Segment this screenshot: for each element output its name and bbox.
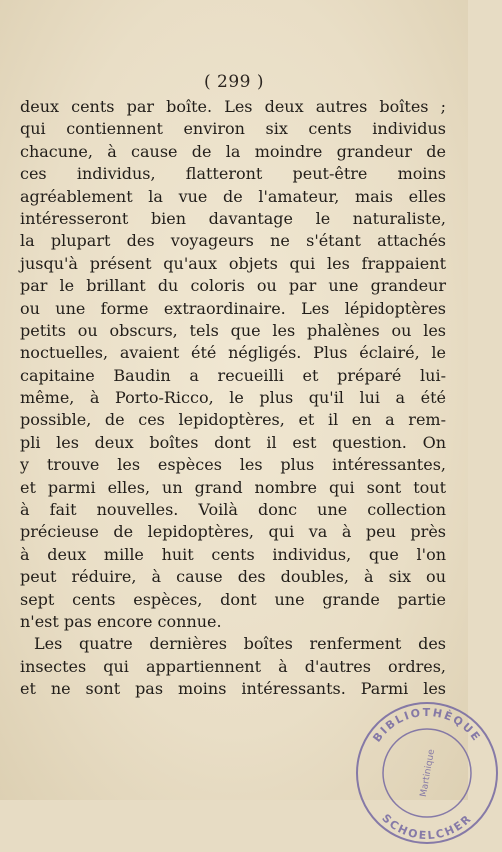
stamp-bottom-text: SCHOELCHER	[379, 811, 475, 843]
text-line: et ne sont pas moins intéressants. Parmi les	[20, 679, 446, 699]
text-line: y trouve les espèces les plus intéressantes,	[20, 455, 446, 475]
text-line: à fait nouvelles. Voilà donc une collection	[20, 500, 446, 520]
library-stamp	[352, 698, 502, 848]
svg-text:BIBLIOTHÈQUE	[370, 706, 483, 745]
text-line: sept cents espèces, dont une grande partie	[20, 589, 446, 609]
text-line: ces individus, flatteront peut-être moins	[20, 164, 446, 184]
library-stamp-seal	[352, 698, 502, 848]
text-line: Les quatre dernières boîtes renferment des	[34, 634, 446, 654]
text-line: qui contiennent environ six cents individus	[20, 119, 446, 139]
text-line: n'est pas encore connue.	[20, 611, 222, 631]
text-line: ou une forme extraordinaire. Les lépidoptères	[20, 298, 446, 318]
text-line: précieuse de lepidoptères, qui va à peu près	[20, 522, 446, 542]
text-line: jusqu'à présent qu'aux objets qui les frappaient	[20, 253, 446, 273]
body-text	[20, 96, 446, 701]
text-line: agréablement la vue de l'amateur, mais elles	[20, 186, 446, 206]
text-line: et parmi elles, un grand nombre qui sont tout	[20, 477, 446, 497]
text-line: possible, de ces lepidoptères, et il en a rem-	[20, 410, 446, 430]
text-line: à deux mille huit cents individus, que l'on	[20, 544, 446, 564]
text-line: chacune, à cause de la moindre grandeur de	[20, 141, 446, 161]
text-line: insectes qui appartiennent à d'autres ordres,	[20, 656, 446, 676]
stamp-middle-text: Martinique	[418, 748, 438, 798]
text-line: peut réduire, à cause des doubles, à six ou	[20, 567, 446, 587]
text-line: deux cents par boîte. Les deux autres boîtes ;	[20, 97, 446, 116]
text-line: la plupart des voyageurs ne s'étant attachés	[20, 231, 446, 251]
stamp-top-text: BIBLIOTHÈQUE	[370, 705, 484, 745]
text-line: capitaine Baudin a recueilli et préparé lui-	[20, 365, 446, 385]
svg-text:SCHOELCHER	[379, 812, 474, 843]
text-line: pli les deux boîtes dont il est question. On	[20, 432, 446, 452]
text-line: même, à Porto-Ricco, le plus qu'il lui a été	[20, 388, 446, 408]
text-line: intéresseront bien davantage le naturaliste,	[20, 208, 446, 228]
text-line: petits ou obscurs, tels que les phalènes ou les	[20, 320, 446, 340]
text-line: noctuelles, avaient été négligés. Plus éclairé, le	[20, 343, 446, 363]
page-number: ( 299 )	[203, 72, 265, 92]
text-line: par le brillant du coloris ou par une grandeur	[20, 276, 446, 296]
